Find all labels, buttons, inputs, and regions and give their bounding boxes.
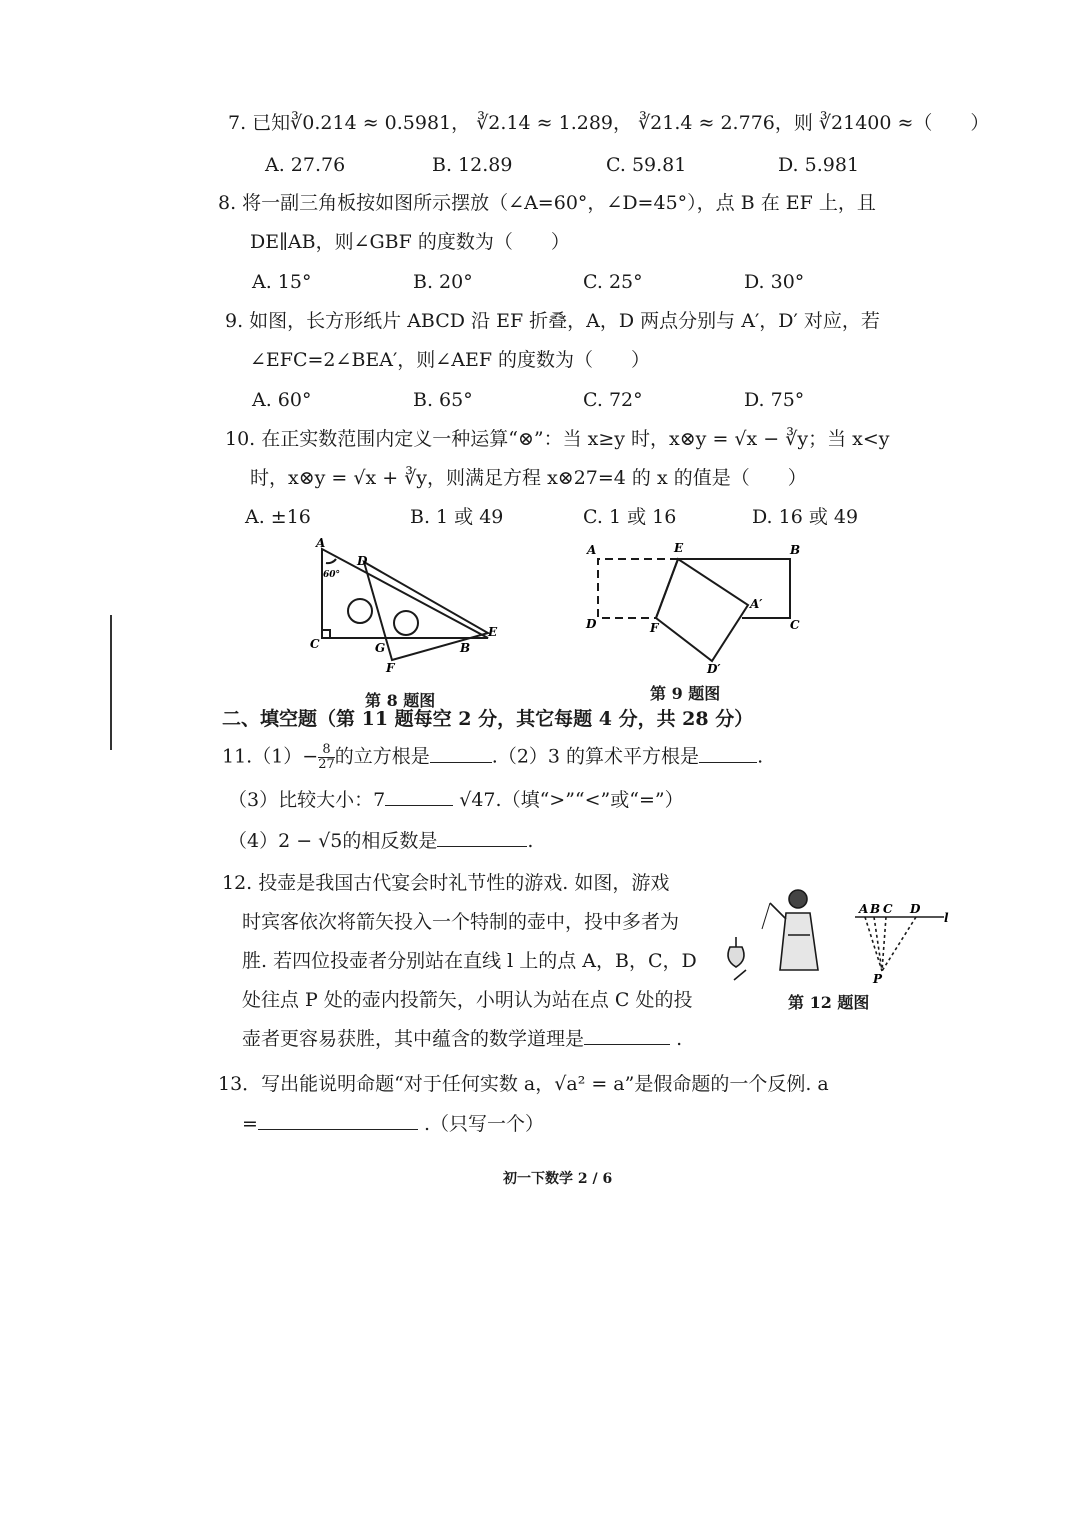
q7-option-a: A. 27.76 [265, 154, 346, 176]
fig9-label-d-prime: D′ [707, 662, 721, 676]
question-12-line3: 胜. 若四位投壶者分别站在直线 l 上的点 A，B，C，D [242, 950, 697, 972]
question-11-line2 [228, 787, 684, 813]
question-13-line1: 13．写出能说明命题“对于任何实数 a，√a² = a”是假命题的一个反例. a [218, 1073, 829, 1095]
scan-margin-line [110, 615, 112, 750]
fig8-angle-arc [326, 559, 336, 563]
question-8-line1: 8. 将一副三角板按如图所示摆放（∠A=60°，∠D=45°），点 B 在 EF 上，且 [218, 192, 876, 214]
fig9-label-b: B [790, 543, 801, 557]
q11-part3-prefix: （3）比较大小：7 [228, 789, 386, 811]
fig9-label-a: A [587, 543, 597, 557]
fig9-rect-solid [678, 559, 790, 618]
question-12-line4: 处往点 P 处的壶内投箭矢，小明认为站在点 C 处的投 [242, 989, 693, 1011]
q12-blank[interactable] [584, 1026, 670, 1045]
q7-expr2: ∛2.14 ≈ 1.289， [476, 112, 633, 134]
q9-option-a: A. 60° [252, 389, 312, 411]
q9-option-d: D. 75° [744, 389, 805, 411]
fig12-person-body [780, 913, 818, 970]
q13-suffix: .（只写一个） [423, 1113, 545, 1135]
fig12-label-d: D [910, 902, 921, 916]
question-11-line1 [222, 743, 763, 772]
q10-option-d: D. 16 或 49 [752, 506, 859, 528]
question-8-line2: DE∥AB，则∠GBF 的度数为（ ） [250, 231, 570, 253]
fig12-label-c: C [883, 902, 893, 916]
question-12-line5 [242, 1026, 682, 1052]
q13-blank[interactable] [258, 1111, 418, 1130]
q7-expr3: ∛21.4 ≈ 2.776，则 [638, 112, 813, 134]
q7-option-c: C. 59.81 [606, 154, 687, 176]
fig8-angle-label: 60° [323, 570, 341, 580]
q11-blank-1[interactable] [430, 744, 492, 763]
fig12-label-l: l [944, 911, 949, 925]
fig8-label-d: D [357, 554, 368, 568]
q7-expr1: ∛0.214 ≈ 0.5981， [290, 112, 471, 134]
q11-part3-radical: √47 [459, 789, 496, 811]
fig8-label-a: A [316, 536, 326, 550]
fig12-ray-c [882, 917, 886, 971]
q7-option-d: D. 5.981 [778, 154, 860, 176]
question-9-line2: ∠EFC=2∠BEA′，则∠AEF 的度数为（ ） [250, 349, 651, 371]
q11-blank-2[interactable] [699, 744, 757, 763]
fig12-arrow [762, 903, 770, 929]
q9-option-b: B. 65° [413, 389, 473, 411]
fig12-label-b: B [870, 902, 881, 916]
page-footer: 初一下数学 2 / 6 [503, 1171, 613, 1187]
question-11-line3 [228, 828, 533, 854]
q11-fraction-numerator: 8 [318, 743, 335, 758]
fig9-label-f: F [650, 621, 659, 635]
fig12-illustration [728, 890, 818, 980]
q11-part1-suffix: 的立方根是 [334, 745, 430, 768]
q9-option-c: C. 72° [583, 389, 643, 411]
fig12-label-p: P [873, 972, 883, 986]
q12-line5-text: 壶者更容易获胜，其中蕴含的数学道理是 [242, 1028, 585, 1050]
fig9-label-a-prime: A′ [750, 597, 763, 611]
fig8-label-e: E [488, 625, 498, 639]
q7-expr4: ∛21400 ≈（ ） [818, 112, 990, 134]
q11-fraction [318, 743, 335, 772]
q11-period-2: . [527, 830, 534, 852]
fig8-label-c: C [310, 637, 320, 651]
fig8-triangle-abc [322, 549, 488, 638]
q11-part4-prefix: （4）2 − √5的相反数是 [228, 830, 438, 852]
question-12-line1: 12. 投壶是我国古代宴会时礼节性的游戏. 如图，游戏 [222, 872, 670, 894]
question-10-line1: 10. 在正实数范围内定义一种运算“⊗”：当 x≥y 时，x⊗y = √x − ∛y；当 x<y [225, 428, 890, 450]
q8-option-c: C. 25° [583, 271, 643, 293]
fig8-hole-right [394, 611, 418, 635]
figure-12-caption: 第 12 题图 [788, 993, 870, 1012]
figure-8-caption: 第 8 题图 [365, 691, 436, 710]
q10-option-a: A. ±16 [245, 506, 311, 528]
q7-prefix: 7. 已知 [228, 112, 291, 134]
section-2-title: 二、填空题（第 11 题每空 2 分，其它每题 4 分，共 28 分） [222, 708, 754, 730]
figure-9-caption: 第 9 题图 [650, 684, 721, 703]
q11-period: . [757, 745, 764, 768]
fig8-hole-left [348, 599, 372, 623]
fig9-label-c: C [790, 618, 800, 632]
fig8-label-f: F [386, 661, 395, 675]
fig8-label-b: B [460, 641, 471, 655]
fig12-ray-d [882, 917, 916, 971]
q10-option-b: B. 1 或 49 [410, 506, 504, 528]
fig12-person-head [789, 890, 807, 908]
fig9-fold-line [656, 559, 678, 618]
fig12-person-arm [770, 903, 786, 919]
q7-option-b: B. 12.89 [432, 154, 513, 176]
fig8-right-angle-c [322, 630, 330, 638]
q8-option-b: B. 20° [413, 271, 473, 293]
q12-period: . [676, 1028, 683, 1050]
q11-part1-prefix: 11.（1）− [222, 745, 319, 768]
figure-9-diagram [580, 538, 810, 678]
fig12-ground-mark [734, 970, 746, 980]
q8-option-a: A. 15° [252, 271, 312, 293]
q11-part3-suffix: .（填“>”“<”或“=”） [495, 789, 684, 811]
question-7-stem [228, 110, 989, 136]
fig9-label-e: E [674, 541, 684, 555]
q8-option-d: D. 30° [744, 271, 805, 293]
q11-blank-3[interactable] [385, 787, 453, 806]
question-12-line2: 时宾客依次将箭矢投入一个特制的壶中，投中多者为 [242, 911, 680, 933]
figure-8-diagram [300, 535, 510, 680]
q13-equals: = [242, 1113, 258, 1135]
fig12-label-a: A [859, 902, 869, 916]
q11-fraction-denominator: 27 [318, 757, 335, 772]
fig8-label-g: G [375, 641, 386, 655]
fig12-ray-a [865, 917, 882, 971]
q11-part2: .（2）3 的算术平方根是 [491, 745, 700, 768]
q10-option-c: C. 1 或 16 [583, 506, 677, 528]
fig12-ray-b [874, 917, 882, 971]
fig12-pot [728, 947, 744, 967]
question-13-line2 [242, 1111, 544, 1137]
q11-blank-4[interactable] [437, 828, 527, 847]
fig9-folded-part [656, 559, 748, 661]
question-9-line1: 9. 如图，长方形纸片 ABCD 沿 EF 折叠，A，D 两点分别与 A′，D′ 对应，若 [225, 310, 880, 332]
question-10-line2: 时，x⊗y = √x + ∛y，则满足方程 x⊗27=4 的 x 的值是（ ） [250, 467, 807, 489]
figure-12-diagram [718, 885, 953, 990]
fig9-label-d: D [586, 617, 597, 631]
